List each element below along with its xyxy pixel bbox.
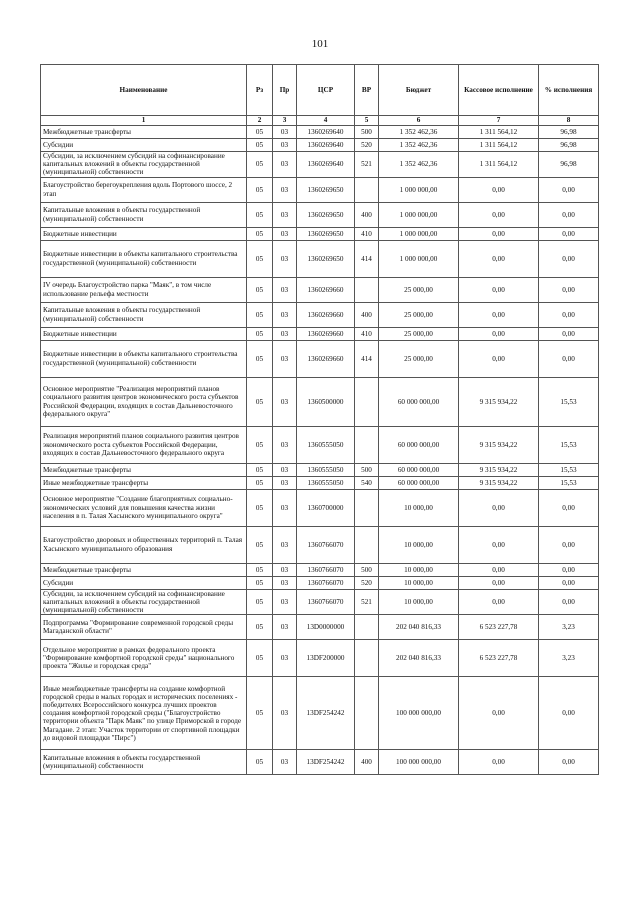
table-row (41, 340, 599, 377)
cell-vr (355, 426, 379, 463)
cell-pct: 96,98 (539, 152, 599, 178)
cell-rz: 05 (247, 277, 273, 302)
column-header: Кассовое исполнение (459, 65, 539, 116)
cell-name: Бюджетные инвестиции (41, 227, 247, 240)
table-row (41, 126, 599, 139)
cell-pr: 03 (273, 640, 297, 677)
column-index: 4 (297, 116, 355, 126)
cell-csr: 1360555050 (297, 463, 355, 476)
cell-vr (355, 615, 379, 640)
cell-kass: 9 315 934,22 (459, 426, 539, 463)
column-index: 2 (247, 116, 273, 126)
table-row (41, 426, 599, 463)
cell-kass: 1 311 564,12 (459, 139, 539, 152)
table-row (41, 177, 599, 202)
cell-name: Благоустройство дворовых и общественных территорий п. Талая Хасынского муниципального образования (41, 526, 247, 563)
cell-vr: 500 (355, 563, 379, 576)
cell-budget: 60 000 000,00 (379, 377, 459, 426)
cell-rz: 05 (247, 640, 273, 677)
cell-vr: 540 (355, 476, 379, 489)
cell-vr: 521 (355, 589, 379, 615)
cell-budget: 25 000,00 (379, 302, 459, 327)
table-row (41, 640, 599, 677)
cell-csr: 13DF254242 (297, 750, 355, 775)
cell-pr: 03 (273, 615, 297, 640)
cell-pct: 0,00 (539, 177, 599, 202)
cell-csr: 1360269640 (297, 126, 355, 139)
cell-pr: 03 (273, 277, 297, 302)
cell-name: Субсидии, за исключением субсидий на софинансирование капитальных вложений в объекты государственной (муниципальной) собственности (41, 589, 247, 615)
cell-pr: 03 (273, 177, 297, 202)
cell-pr: 03 (273, 126, 297, 139)
cell-kass: 0,00 (459, 563, 539, 576)
cell-pct: 0,00 (539, 677, 599, 750)
cell-csr: 1360269660 (297, 302, 355, 327)
column-header: ВР (355, 65, 379, 116)
cell-pr: 03 (273, 589, 297, 615)
cell-rz: 05 (247, 202, 273, 227)
cell-pr: 03 (273, 152, 297, 178)
cell-pct: 0,00 (539, 489, 599, 526)
page-number: 101 (311, 38, 329, 50)
table-row (41, 139, 599, 152)
cell-pct: 15,53 (539, 463, 599, 476)
cell-kass: 1 311 564,12 (459, 126, 539, 139)
cell-csr: 1360269660 (297, 277, 355, 302)
cell-rz: 05 (247, 327, 273, 340)
cell-pct: 3,23 (539, 615, 599, 640)
cell-budget: 10 000,00 (379, 576, 459, 589)
cell-kass: 0,00 (459, 177, 539, 202)
cell-rz: 05 (247, 152, 273, 178)
cell-kass: 9 315 934,22 (459, 377, 539, 426)
cell-name: Межбюджетные трансферты (41, 563, 247, 576)
cell-budget: 10 000,00 (379, 589, 459, 615)
cell-kass: 9 315 934,22 (459, 476, 539, 489)
index-row (41, 116, 599, 126)
header-row (41, 65, 599, 116)
cell-csr: 1360766070 (297, 589, 355, 615)
cell-csr: 13DF254242 (297, 677, 355, 750)
cell-pct: 0,00 (539, 750, 599, 775)
cell-vr (355, 489, 379, 526)
cell-csr: 1360269640 (297, 152, 355, 178)
cell-pr: 03 (273, 750, 297, 775)
cell-name: Реализация мероприятий планов социального развития центров экономического роста субъектов Российской Федерации, входящих в состав Дальневосточного федерального округа (41, 426, 247, 463)
table-row (41, 677, 599, 750)
cell-pct: 96,98 (539, 139, 599, 152)
cell-name: Межбюджетные трансферты (41, 463, 247, 476)
cell-rz: 05 (247, 463, 273, 476)
cell-pr: 03 (273, 227, 297, 240)
cell-pct: 96,98 (539, 126, 599, 139)
cell-name: Основное мероприятие "Реализация мероприятий планов социального развития центров экономического роста субъектов Российской Федерации, входящих в состав Дальневосточного федерального округа" (41, 377, 247, 426)
table-row (41, 377, 599, 426)
table-row (41, 327, 599, 340)
cell-vr: 520 (355, 576, 379, 589)
cell-pct: 15,53 (539, 476, 599, 489)
cell-kass: 0,00 (459, 302, 539, 327)
budget-table (40, 64, 599, 775)
cell-budget: 1 352 462,36 (379, 126, 459, 139)
cell-rz: 05 (247, 139, 273, 152)
cell-vr: 520 (355, 139, 379, 152)
cell-pct: 0,00 (539, 277, 599, 302)
cell-vr (355, 677, 379, 750)
cell-kass: 0,00 (459, 589, 539, 615)
cell-pr: 03 (273, 463, 297, 476)
cell-pr: 03 (273, 526, 297, 563)
cell-vr (355, 526, 379, 563)
column-index: 3 (273, 116, 297, 126)
cell-vr: 521 (355, 152, 379, 178)
cell-csr: 1360555050 (297, 426, 355, 463)
cell-csr: 1360269650 (297, 227, 355, 240)
cell-rz: 05 (247, 476, 273, 489)
cell-budget: 10 000,00 (379, 526, 459, 563)
cell-budget: 25 000,00 (379, 340, 459, 377)
cell-pct: 0,00 (539, 302, 599, 327)
column-header: Наименование (41, 65, 247, 116)
table-row (41, 589, 599, 615)
column-index: 7 (459, 116, 539, 126)
column-index: 1 (41, 116, 247, 126)
cell-vr (355, 640, 379, 677)
table-row (41, 476, 599, 489)
cell-budget: 1 352 462,36 (379, 152, 459, 178)
cell-kass: 0,00 (459, 202, 539, 227)
cell-kass: 6 523 227,78 (459, 640, 539, 677)
cell-budget: 1 000 000,00 (379, 177, 459, 202)
cell-rz: 05 (247, 750, 273, 775)
cell-vr: 400 (355, 202, 379, 227)
cell-csr: 1360269650 (297, 240, 355, 277)
cell-name: Иные межбюджетные трансферты на создание комфортной городской среды в малых городах и исторических поселениях - победителях Всероссийского конкурса лучших проектов создания комфортной городской среды ("Благоустройство территории объекта "Парк Маяк" по улице Приморской в городе Магадане. 2 этап: Участок территории от спортивной площадки до видовой площадки "Пирс") (41, 677, 247, 750)
cell-name: Капитальные вложения в объекты государственной (муниципальной) собственности (41, 202, 247, 227)
cell-kass: 1 311 564,12 (459, 152, 539, 178)
cell-pct: 0,00 (539, 202, 599, 227)
cell-csr: 1360500000 (297, 377, 355, 426)
cell-name: Подпрограмма "Формирование современной городской среды Магаданской области" (41, 615, 247, 640)
cell-budget: 1 000 000,00 (379, 227, 459, 240)
cell-rz: 05 (247, 489, 273, 526)
cell-name: Капитальные вложения в объекты государственной (муниципальной) собственности (41, 302, 247, 327)
cell-budget: 25 000,00 (379, 327, 459, 340)
cell-csr: 1360269650 (297, 177, 355, 202)
cell-pct: 0,00 (539, 327, 599, 340)
column-index: 6 (379, 116, 459, 126)
cell-rz: 05 (247, 240, 273, 277)
cell-pr: 03 (273, 139, 297, 152)
cell-rz: 05 (247, 227, 273, 240)
cell-name: Бюджетные инвестиции в объекты капитального строительства государственной (муниципальной) собственности (41, 340, 247, 377)
table-row (41, 750, 599, 775)
cell-budget: 25 000,00 (379, 277, 459, 302)
cell-rz: 05 (247, 677, 273, 750)
table-row (41, 615, 599, 640)
cell-name: Основное мероприятие "Создание благоприятных социально-экономических условий для повышения качества жизни населения в п. Талая Хасынского муниципального округа" (41, 489, 247, 526)
cell-pct: 0,00 (539, 576, 599, 589)
cell-vr (355, 177, 379, 202)
cell-rz: 05 (247, 177, 273, 202)
cell-pct: 0,00 (539, 563, 599, 576)
table-row (41, 227, 599, 240)
cell-vr: 400 (355, 302, 379, 327)
cell-name: Субсидии, за исключением субсидий на софинансирование капитальных вложений в объекты государственной (муниципальной) собственности (41, 152, 247, 178)
cell-csr: 1360269660 (297, 327, 355, 340)
table-row (41, 576, 599, 589)
cell-rz: 05 (247, 589, 273, 615)
cell-csr: 1360269650 (297, 202, 355, 227)
cell-pr: 03 (273, 377, 297, 426)
cell-budget: 60 000 000,00 (379, 463, 459, 476)
cell-rz: 05 (247, 126, 273, 139)
cell-rz: 05 (247, 377, 273, 426)
cell-rz: 05 (247, 340, 273, 377)
cell-kass: 9 315 934,22 (459, 463, 539, 476)
cell-budget: 100 000 000,00 (379, 677, 459, 750)
cell-pr: 03 (273, 202, 297, 227)
cell-kass: 0,00 (459, 240, 539, 277)
cell-csr: 1360269660 (297, 340, 355, 377)
cell-vr (355, 277, 379, 302)
cell-budget: 100 000 000,00 (379, 750, 459, 775)
column-header: Пр (273, 65, 297, 116)
cell-pct: 0,00 (539, 589, 599, 615)
cell-kass: 6 523 227,78 (459, 615, 539, 640)
cell-budget: 202 040 816,33 (379, 640, 459, 677)
cell-pr: 03 (273, 489, 297, 526)
cell-kass: 0,00 (459, 340, 539, 377)
cell-name: Субсидии (41, 576, 247, 589)
cell-rz: 05 (247, 576, 273, 589)
cell-name: Капитальные вложения в объекты государственной (муниципальной) собственности (41, 750, 247, 775)
cell-kass: 0,00 (459, 489, 539, 526)
cell-vr: 500 (355, 463, 379, 476)
cell-pct: 0,00 (539, 227, 599, 240)
cell-vr: 410 (355, 327, 379, 340)
cell-vr (355, 377, 379, 426)
cell-kass: 0,00 (459, 576, 539, 589)
cell-pct: 3,23 (539, 640, 599, 677)
table-row (41, 202, 599, 227)
cell-budget: 60 000 000,00 (379, 426, 459, 463)
cell-name: Бюджетные инвестиции (41, 327, 247, 340)
cell-csr: 13DF200000 (297, 640, 355, 677)
cell-budget: 60 000 000,00 (379, 476, 459, 489)
cell-pr: 03 (273, 563, 297, 576)
cell-rz: 05 (247, 526, 273, 563)
cell-vr: 414 (355, 340, 379, 377)
cell-pr: 03 (273, 327, 297, 340)
column-header: % исполнения (539, 65, 599, 116)
cell-name: IV очередь Благоустройство парка "Маяк", в том числе использование рельефа местности (41, 277, 247, 302)
cell-kass: 0,00 (459, 750, 539, 775)
cell-csr: 1360555050 (297, 476, 355, 489)
cell-kass: 0,00 (459, 277, 539, 302)
column-header: ЦСР (297, 65, 355, 116)
cell-name: Субсидии (41, 139, 247, 152)
table-row (41, 489, 599, 526)
cell-pr: 03 (273, 302, 297, 327)
cell-pr: 03 (273, 426, 297, 463)
cell-vr: 400 (355, 750, 379, 775)
cell-pct: 15,53 (539, 377, 599, 426)
cell-budget: 1 000 000,00 (379, 240, 459, 277)
cell-vr: 410 (355, 227, 379, 240)
cell-pr: 03 (273, 576, 297, 589)
cell-pr: 03 (273, 340, 297, 377)
cell-pct: 0,00 (539, 240, 599, 277)
cell-kass: 0,00 (459, 227, 539, 240)
table-row (41, 563, 599, 576)
table-row (41, 152, 599, 178)
cell-vr: 500 (355, 126, 379, 139)
column-header: Рз (247, 65, 273, 116)
cell-csr: 1360766070 (297, 526, 355, 563)
cell-csr: 1360766070 (297, 576, 355, 589)
cell-name: Благоустройство берегоукрепления вдоль Портового шоссе, 2 этап (41, 177, 247, 202)
cell-rz: 05 (247, 426, 273, 463)
cell-rz: 05 (247, 615, 273, 640)
cell-budget: 202 040 816,33 (379, 615, 459, 640)
table-row (41, 240, 599, 277)
table-row (41, 463, 599, 476)
cell-kass: 0,00 (459, 327, 539, 340)
cell-rz: 05 (247, 302, 273, 327)
cell-csr: 1360700000 (297, 489, 355, 526)
cell-budget: 1 000 000,00 (379, 202, 459, 227)
cell-csr: 1360766070 (297, 563, 355, 576)
cell-pr: 03 (273, 240, 297, 277)
cell-csr: 1360269640 (297, 139, 355, 152)
table-row (41, 526, 599, 563)
column-header: Бюджет (379, 65, 459, 116)
cell-pct: 0,00 (539, 340, 599, 377)
cell-name: Иные межбюджетные трансферты (41, 476, 247, 489)
cell-pr: 03 (273, 677, 297, 750)
table-row (41, 302, 599, 327)
table-row (41, 277, 599, 302)
cell-budget: 10 000,00 (379, 489, 459, 526)
cell-kass: 0,00 (459, 677, 539, 750)
cell-vr: 414 (355, 240, 379, 277)
column-index: 5 (355, 116, 379, 126)
cell-csr: 13D0000000 (297, 615, 355, 640)
cell-pct: 0,00 (539, 526, 599, 563)
cell-pr: 03 (273, 476, 297, 489)
column-index: 8 (539, 116, 599, 126)
cell-pct: 15,53 (539, 426, 599, 463)
cell-budget: 10 000,00 (379, 563, 459, 576)
cell-name: Межбюджетные трансферты (41, 126, 247, 139)
cell-kass: 0,00 (459, 526, 539, 563)
cell-budget: 1 352 462,36 (379, 139, 459, 152)
cell-name: Отдельное мероприятие в рамках федерального проекта "Формирование комфортной городской среды" национального проекта "Жилье и городская среда" (41, 640, 247, 677)
cell-name: Бюджетные инвестиции в объекты капитального строительства государственной (муниципальной) собственности (41, 240, 247, 277)
cell-rz: 05 (247, 563, 273, 576)
